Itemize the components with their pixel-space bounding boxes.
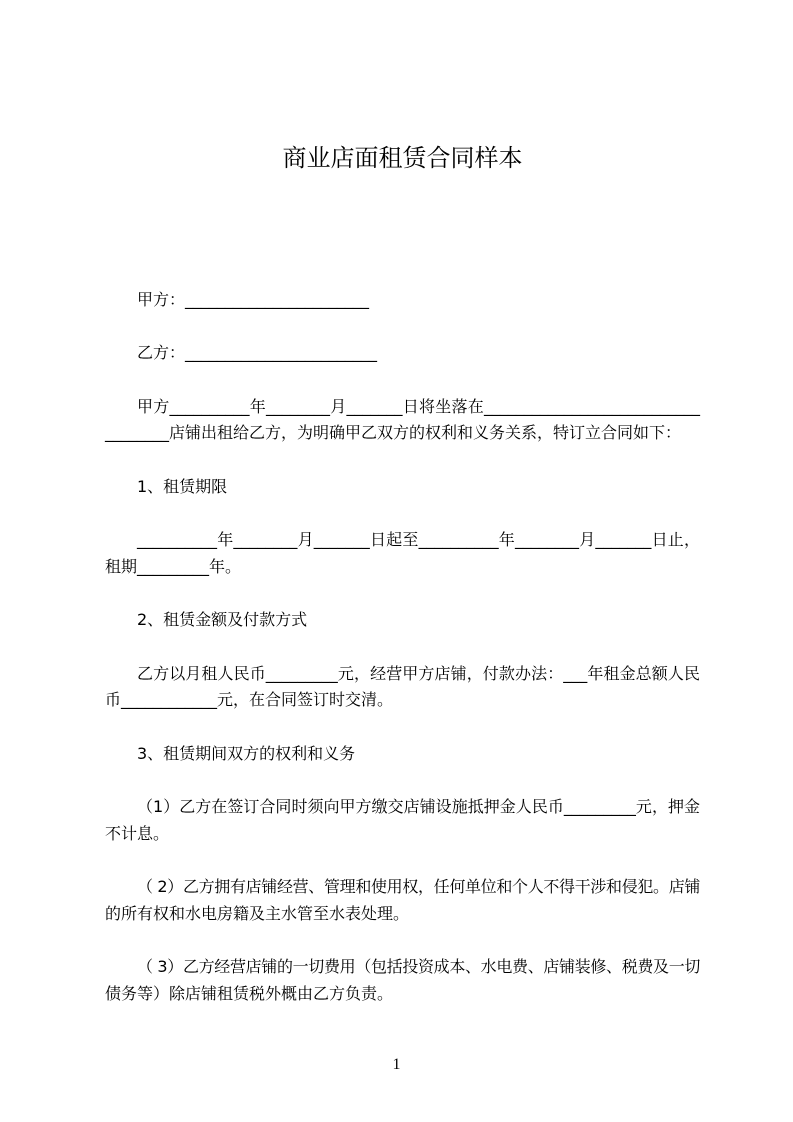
clause-3-item-3-line-1: （ 3）乙方经营店铺的一切费用（包括投资成本、水电费、店铺装修、税费及一切	[137, 957, 700, 977]
clause-3-heading	[105, 741, 700, 768]
clause-2-heading	[105, 607, 700, 634]
party-b-line: 乙方：________________________	[137, 343, 378, 363]
contract-title: 商业店面租赁合同样本	[282, 144, 523, 172]
clause-2-heading-text: 2、租赁金额及付款方式	[137, 610, 308, 630]
clause-1-heading	[105, 474, 700, 501]
preamble-paragraph	[105, 394, 700, 447]
clause-2-paragraph	[105, 661, 700, 714]
party-b-paragraph	[105, 340, 700, 367]
clause-3-item-2-line-1: （ 2）乙方拥有店铺经营、管理和使用权，任何单位和个人不得干涉和侵犯。店铺	[137, 877, 700, 897]
contract-body	[105, 287, 700, 1034]
clause-3-item-1-line-1: （1）乙方在签订合同时须向甲方缴交店铺设施抵押金人民币_________元，押金	[137, 797, 700, 817]
party-a-line: 甲方：_______________________	[137, 290, 370, 309]
preamble-line-1: 甲方__________年________月_______日将坐落在___________________________	[137, 396, 700, 416]
clause-2-line-1: 乙方以月租人民币_________元，经营甲方店铺，付款办法：___年租金总额人民	[137, 663, 700, 683]
clause-3-heading-text: 3、租赁期间双方的权利和义务	[137, 743, 356, 763]
clause-1-paragraph	[105, 527, 700, 580]
clause-3-item-3-line-2: 债务等）除店铺租赁税外概由乙方负责。	[105, 983, 394, 1003]
clause-3-item-1	[105, 794, 700, 847]
clause-3-item-1-line-2: 不计息。	[105, 823, 170, 843]
preamble-line-2: ________店铺出租给乙方，为明确甲乙双方的权利和义务关系，特订立合同如下：	[105, 423, 682, 443]
clause-1-line-1: __________年________月_______日起至__________年________月_______日止，	[137, 530, 700, 550]
clause-2-line-2: 币____________元，在合同签订时交清。	[105, 690, 394, 710]
clause-1-heading-text: 1、租赁期限	[137, 476, 228, 496]
clause-3-item-2-line-2: 的所有权和水电房籍及主水管至水表处理。	[105, 903, 410, 923]
clause-1-line-2: 租期_________年。	[105, 556, 242, 576]
page-number: 1	[392, 1056, 401, 1073]
clause-3-item-2	[105, 874, 700, 927]
clause-3-item-3	[105, 954, 700, 1007]
party-a-paragraph	[105, 287, 700, 314]
